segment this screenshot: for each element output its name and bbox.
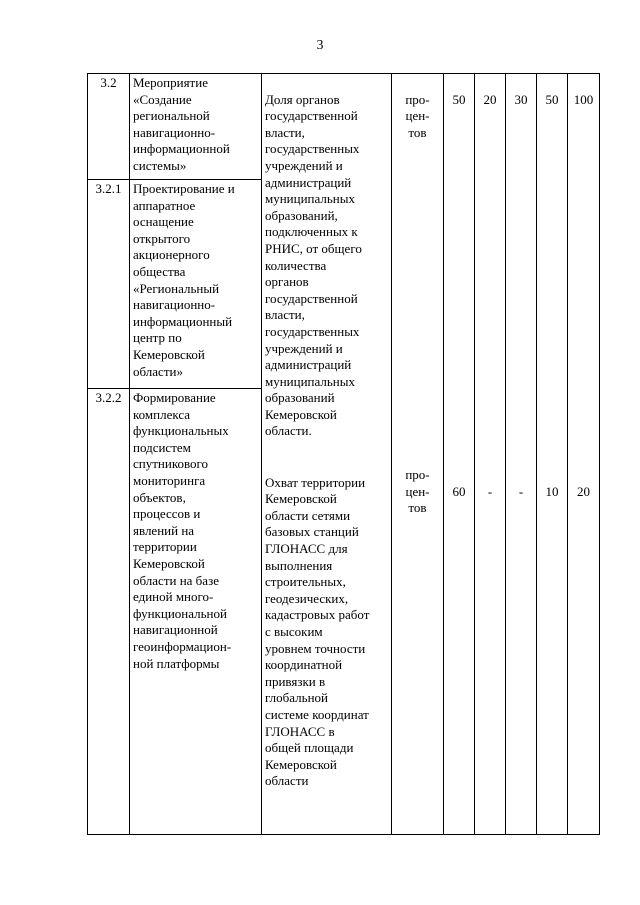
indicator-text: Охват территории Кемеровской области сетями базовых станций ГЛОНАСС для выполнения строительных, геодезических, кадастровых работ с высоким уровнем точности координатной привязки в глобальной системе координат ГЛОНАСС в общей площади Кемеровской области — [265, 474, 370, 789]
value-cell — [444, 74, 475, 835]
table-row — [88, 74, 600, 180]
activity-name: Мероприятие «Создание региональной навигационно- информационной системы» — [130, 74, 262, 180]
value: 100 — [573, 91, 594, 107]
row-number: 3.2 — [88, 74, 130, 180]
page-number: 3 — [316, 38, 324, 53]
row-number: 3.2.1 — [88, 180, 130, 389]
value: 10 — [545, 483, 559, 499]
value: 30 — [514, 91, 528, 107]
value: 50 — [452, 91, 466, 107]
unit-text: про- цен- тов — [405, 466, 430, 516]
row-number: 3.2.2 — [88, 389, 130, 835]
indicator-cell — [262, 74, 392, 835]
unit-cell — [392, 74, 444, 835]
value-cell — [475, 74, 506, 835]
activity-name: Формирование комплекса функциональных подсистем спутникового мониторинга объектов, процессов и явлений на территории Кемеровской области на базе единой много- функциональной навигационной геоинформацион- ной платформы — [130, 389, 262, 835]
value: 50 — [545, 91, 559, 107]
value-cell — [537, 74, 568, 835]
indicator-text: Доля органов государственной власти, государственных учреждений и администраций муниципальных образований, подключенных к РНИС, от общего количества органов государственной власти, государственных учреждений и администраций муниципальных образований Кемеровской области. — [265, 91, 362, 439]
value: - — [487, 483, 493, 499]
value: 20 — [577, 483, 590, 499]
value: 20 — [483, 91, 497, 107]
value-cell — [568, 74, 600, 835]
value-cell — [506, 74, 537, 835]
activities-table — [87, 73, 600, 835]
value: - — [518, 483, 524, 499]
value: 60 — [452, 483, 466, 499]
activity-name: Проектирование и аппаратное оснащение открытого акционерного общества «Региональный навигационно- информационный центр по Кемеровской области» — [130, 180, 262, 389]
unit-text: про- цен- тов — [405, 91, 430, 140]
